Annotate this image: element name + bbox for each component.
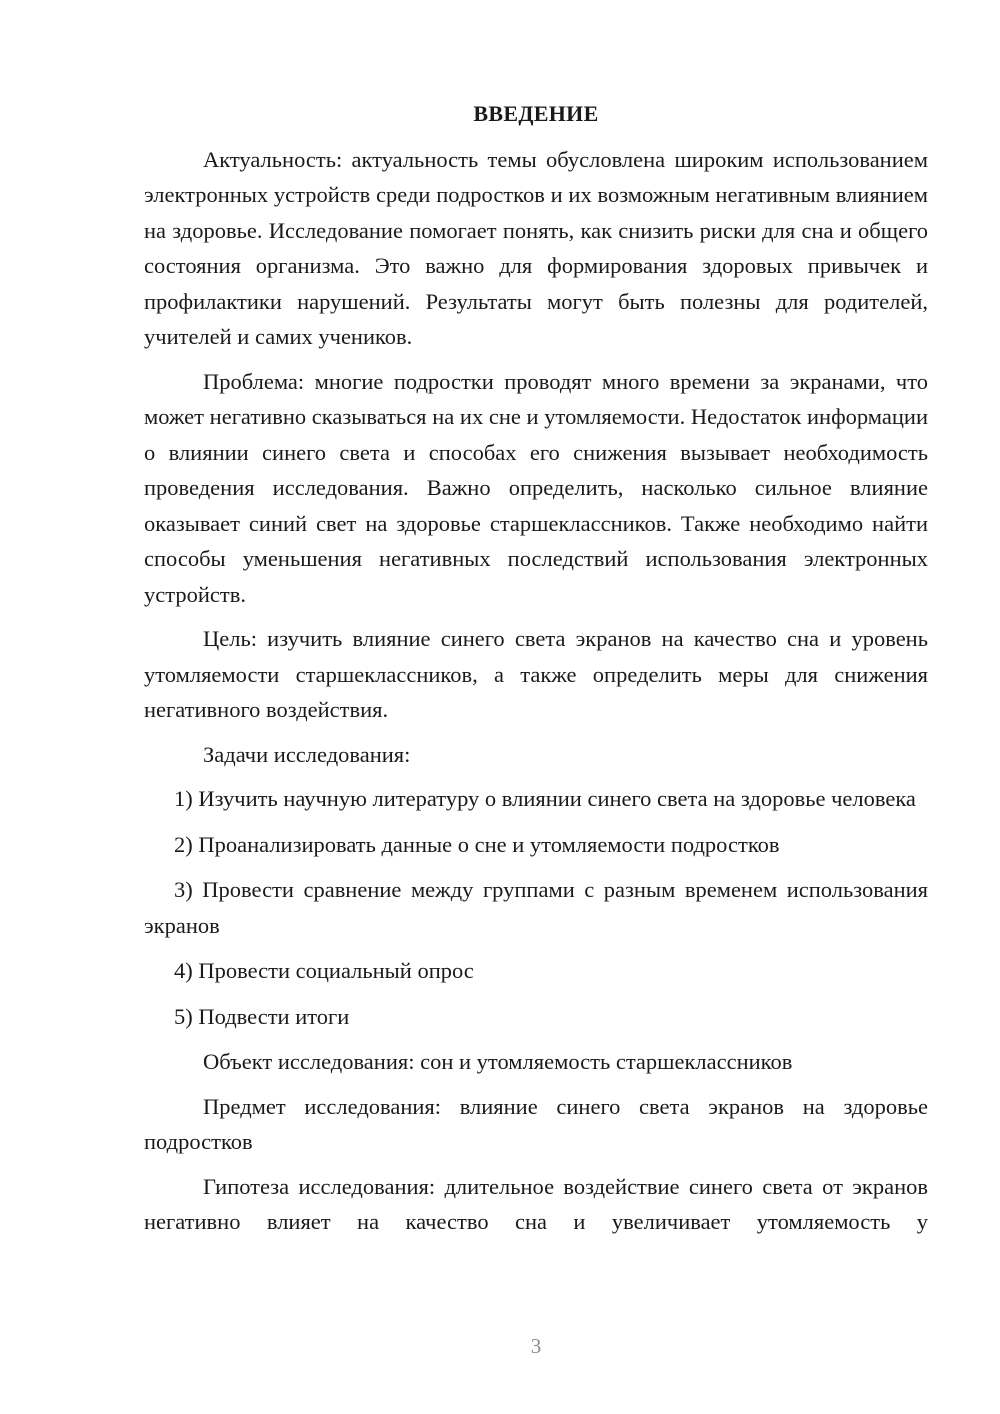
hypothesis-paragraph: Гипотеза исследования: длительное воздействие синего света от экранов негативно влияет на качество сна и увеличивает утомляемость у [144, 1173, 928, 1234]
task-item-3: 3) Провести сравнение между группами с разным временем использования экранов [144, 877, 928, 938]
goal-paragraph: Цель: изучить влияние синего света экранов на качество сна и уровень утомляемости старшеклассников, а также определить меры для снижения негативного воздействия. [144, 626, 928, 722]
subject-paragraph: Предмет исследования: влияние синего света экранов на здоровье подростков [144, 1093, 928, 1154]
object-paragraph: Объект исследования: сон и утомляемость старшеклассников [203, 1049, 793, 1074]
task-item-2: 2) Проанализировать данные о сне и утомляемости подростков [174, 831, 780, 857]
tasks-title: Задачи исследования: [203, 741, 411, 767]
page-number: 3 [530, 1334, 542, 1358]
task-item-4: 4) Провести социальный опрос [174, 958, 474, 983]
section-heading: ВВЕДЕНИЕ [473, 101, 599, 126]
page-body [144, 96, 928, 1240]
task-item-5: 5) Подвести итоги [174, 1003, 350, 1029]
problem-paragraph: Проблема: многие подростки проводят много времени за экранами, что может негативно сказываться на их сне и утомляемости. Недостаток информации о влиянии синего света и способах его снижения вызывает необходимость проведения исследования. Важно определить, насколько сильное влияние оказывает синий свет на здоровье старшеклассников. Также необходимо найти способы уменьшения негативных последствий использования электронных устройств. [144, 368, 928, 607]
task-item-1: 1) Изучить научную литературу о влиянии синего света на здоровье человека [174, 786, 916, 811]
relevance-paragraph: Актуальность: актуальность темы обусловлена широким использованием электронных устройств среди подростков и их возможным негативным влиянием на здоровье. Исследование помогает понять, как снизить риски для сна и общего состояния организма. Это важно для формирования здоровых привычек и профилактики нарушений. Результаты могут быть полезны для родителей, учителей и самих учеников. [144, 146, 928, 349]
